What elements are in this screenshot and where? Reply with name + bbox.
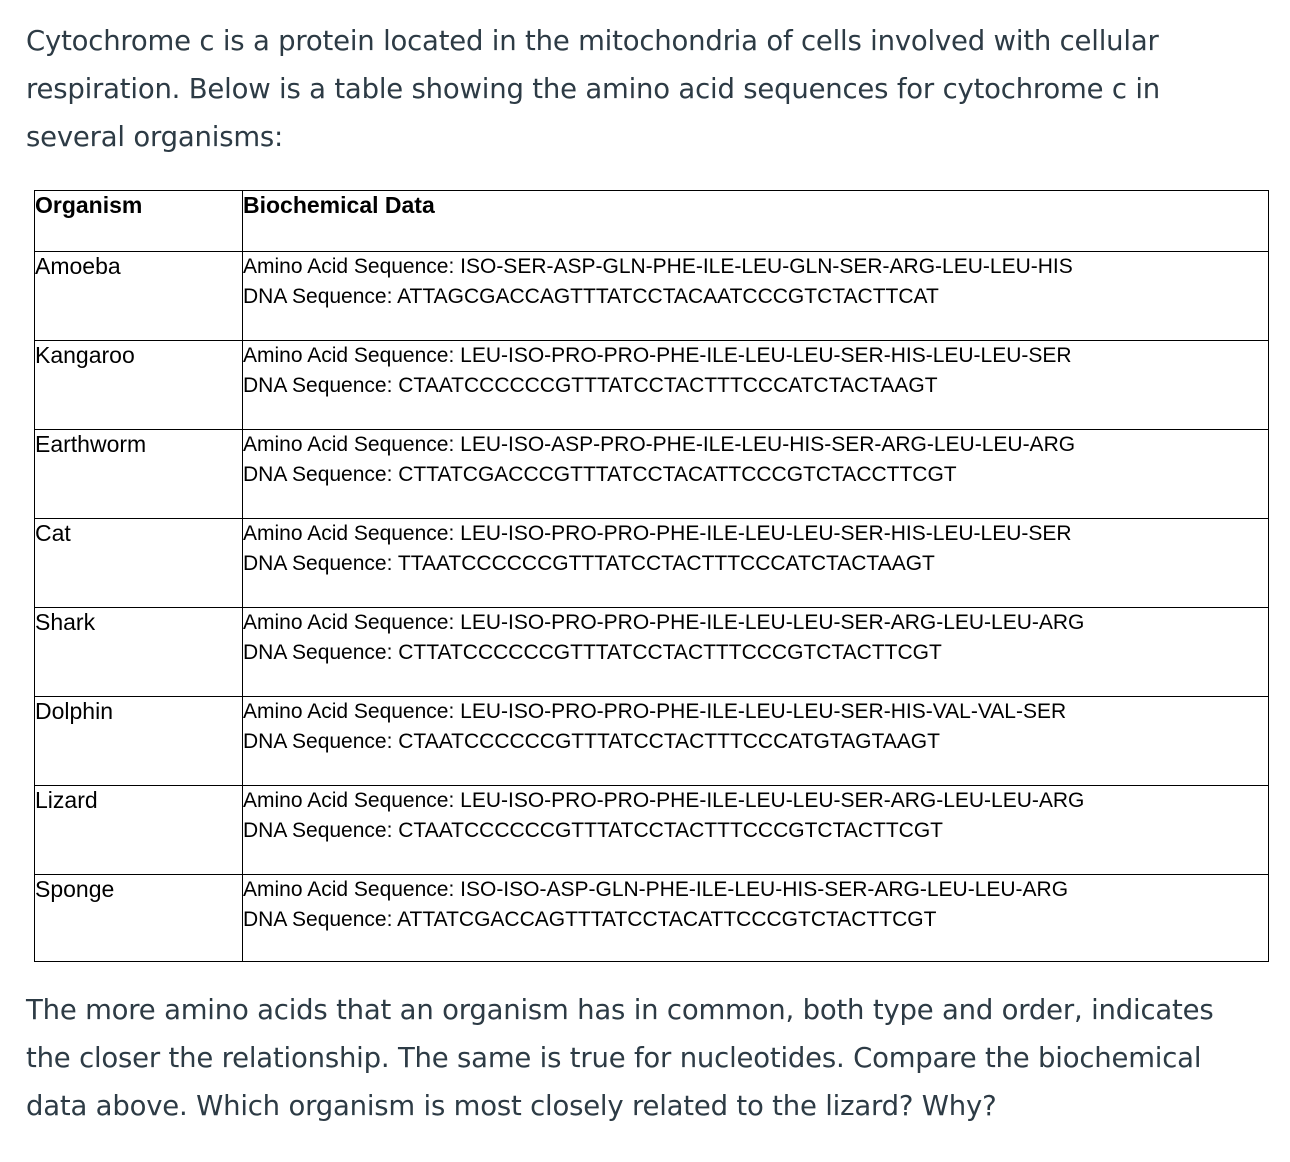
header-organism: Organism	[35, 191, 243, 252]
sequence-cell	[243, 430, 1269, 519]
organism-name: Lizard	[35, 786, 243, 875]
amino-acid-sequence: Amino Acid Sequence: LEU-ISO-PRO-PRO-PHE-ILE-LEU-LEU-SER-ARG-LEU-LEU-ARG	[243, 611, 1085, 634]
sequence-cell	[243, 252, 1269, 341]
dna-sequence: DNA Sequence: ATTAGCGACCAGTTTATCCTACAATCCCGTCTACTTCAT	[243, 285, 939, 308]
amino-acid-sequence: Amino Acid Sequence: ISO-SER-ASP-GLN-PHE-ILE-LEU-GLN-SER-ARG-LEU-LEU-HIS	[243, 255, 1073, 278]
sequence-cell	[243, 786, 1269, 875]
organism-name: Earthworm	[35, 430, 243, 519]
amino-acid-sequence: Amino Acid Sequence: LEU-ISO-PRO-PRO-PHE-ILE-LEU-LEU-SER-ARG-LEU-LEU-ARG	[243, 789, 1085, 812]
table-row	[35, 697, 1269, 786]
dna-sequence: DNA Sequence: CTTATCGACCCGTTTATCCTACATTCCCGTCTACCTTCGT	[243, 463, 957, 486]
dna-sequence: DNA Sequence: ATTATCGACCAGTTTATCCTACATTCCCGTCTACTTCGT	[243, 908, 937, 931]
biochemical-data-table	[34, 190, 1269, 962]
organism-name: Shark	[35, 608, 243, 697]
dna-sequence: DNA Sequence: CTAATCCCCCCGTTTATCCTACTTTCCCGTCTACTTCGT	[243, 819, 944, 842]
table-row	[35, 252, 1269, 341]
organism-name: Amoeba	[35, 252, 243, 341]
sequence-cell	[243, 875, 1269, 962]
sequence-cell	[243, 341, 1269, 430]
organism-name: Dolphin	[35, 697, 243, 786]
amino-acid-sequence: Amino Acid Sequence: LEU-ISO-PRO-PRO-PHE-ILE-LEU-LEU-SER-HIS-LEU-LEU-SER	[243, 522, 1072, 545]
question-paragraph: The more amino acids that an organism has in common, both type and order, indicates the closer the relationship. The same is true for nucleotides. Compare the biochemical data above. Which organism is most closely related to the lizard? Why?	[26, 994, 1214, 1122]
sequence-cell	[243, 519, 1269, 608]
dna-sequence: DNA Sequence: TTAATCCCCCCGTTTATCCTACTTTCCCATCTACTAAGT	[243, 552, 935, 575]
table-row	[35, 430, 1269, 519]
amino-acid-sequence: Amino Acid Sequence: LEU-ISO-PRO-PRO-PHE-ILE-LEU-LEU-SER-HIS-VAL-VAL-SER	[243, 700, 1067, 723]
intro-paragraph: Cytochrome c is a protein located in the mitochondria of cells involved with cellular respiration. Below is a table showing the amino acid sequences for cytochrome c in several organisms:	[26, 25, 1161, 153]
dna-sequence: DNA Sequence: CTAATCCCCCCGTTTATCCTACTTTCCCATCTACTAAGT	[243, 374, 938, 397]
table-row	[35, 519, 1269, 608]
table-row	[35, 341, 1269, 430]
dna-sequence: DNA Sequence: CTAATCCCCCCGTTTATCCTACTTTCCCATGTAGTAAGT	[243, 730, 940, 753]
amino-acid-sequence: Amino Acid Sequence: LEU-ISO-ASP-PRO-PHE-ILE-LEU-HIS-SER-ARG-LEU-LEU-ARG	[243, 433, 1076, 456]
dna-sequence: DNA Sequence: CTTATCCCCCCGTTTATCCTACTTTCCCGTCTACTTCGT	[243, 641, 942, 664]
table-header-row	[35, 191, 1269, 252]
organism-name: Cat	[35, 519, 243, 608]
table-row	[35, 875, 1269, 962]
amino-acid-sequence: Amino Acid Sequence: ISO-ISO-ASP-GLN-PHE-ILE-LEU-HIS-SER-ARG-LEU-LEU-ARG	[243, 878, 1069, 901]
table-row	[35, 608, 1269, 697]
header-biochemical-data: Biochemical Data	[243, 191, 1269, 252]
sequence-cell	[243, 697, 1269, 786]
organism-name: Kangaroo	[35, 341, 243, 430]
sequence-cell	[243, 608, 1269, 697]
table-row	[35, 786, 1269, 875]
organism-name: Sponge	[35, 875, 243, 962]
amino-acid-sequence: Amino Acid Sequence: LEU-ISO-PRO-PRO-PHE-ILE-LEU-LEU-SER-HIS-LEU-LEU-SER	[243, 344, 1072, 367]
